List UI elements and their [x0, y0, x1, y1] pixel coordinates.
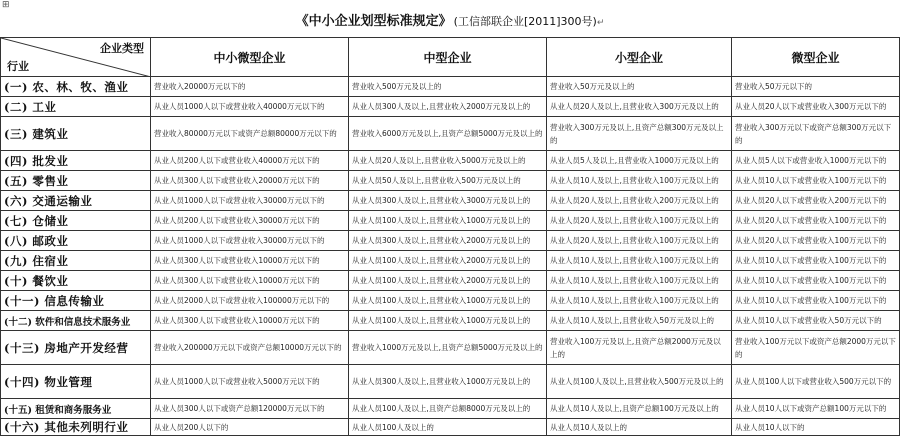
small-criteria-cell: 从业人员10人及以上的 — [547, 419, 732, 436]
paragraph-mark-icon: ↵ — [596, 18, 605, 28]
small-criteria-cell: 从业人员10人及以上,且营业收入50万元及以上的 — [547, 311, 732, 331]
column-header-small: 小型企业 — [547, 38, 732, 77]
medium-criteria-cell: 从业人员100人及以上,且营业收入1000万元及以上的 — [349, 311, 547, 331]
table-anchor-icon[interactable]: ⊞ — [2, 0, 10, 10]
medium-criteria-cell: 从业人员100人及以上,且营业收入1000万元及以上的 — [349, 211, 547, 231]
industry-cell: (六) 交通运输业 — [1, 191, 151, 211]
page-title — [0, 9, 900, 34]
corner-label-industry: 行业 — [7, 60, 29, 73]
title-sub: (工信部联企业[2011]300号) — [453, 15, 597, 28]
column-header-medium: 中型企业 — [349, 38, 547, 77]
sme-criteria-cell: 从业人员1000人以下或营业收入40000万元以下的 — [151, 97, 349, 117]
header-row — [1, 38, 900, 77]
micro-criteria-cell: 从业人员100人以下或营业收入500万元以下的 — [732, 365, 900, 399]
table-row — [1, 271, 900, 291]
table-row — [1, 211, 900, 231]
sme-criteria-cell: 从业人员200人以下或营业收入30000万元以下的 — [151, 211, 349, 231]
sme-criteria-cell: 从业人员200人以下或营业收入40000万元以下的 — [151, 151, 349, 171]
medium-criteria-cell: 从业人员300人及以上,且营业收入2000万元及以上的 — [349, 97, 547, 117]
medium-criteria-cell: 从业人员100人及以上,且营业收入1000万元及以上的 — [349, 291, 547, 311]
micro-criteria-cell: 从业人员5人以下或营业收入1000万元以下的 — [732, 151, 900, 171]
column-header-micro: 微型企业 — [732, 38, 900, 77]
table-row — [1, 231, 900, 251]
medium-criteria-cell: 从业人员100人及以上,且资产总额8000万元及以上的 — [349, 399, 547, 419]
medium-criteria-cell: 从业人员100人及以上的 — [349, 419, 547, 436]
small-criteria-cell: 从业人员10人及以上,且资产总额100万元及以上的 — [547, 399, 732, 419]
micro-criteria-cell: 营业收入300万元以下或资产总额300万元以下的 — [732, 117, 900, 151]
micro-criteria-cell: 从业人员20人以下或营业收入100万元以下的 — [732, 231, 900, 251]
small-criteria-cell: 从业人员20人及以上,且营业收入200万元及以上的 — [547, 191, 732, 211]
small-criteria-cell: 从业人员10人及以上,且营业收入100万元及以上的 — [547, 171, 732, 191]
micro-criteria-cell: 从业人员10人以下或资产总额100万元以下的 — [732, 399, 900, 419]
classification-table — [0, 37, 900, 436]
industry-cell: (十四) 物业管理 — [1, 365, 151, 399]
table-body — [1, 77, 900, 436]
sme-criteria-cell: 从业人员300人以下或营业收入10000万元以下的 — [151, 251, 349, 271]
sme-criteria-cell: 从业人员300人以下或资产总额120000万元以下的 — [151, 399, 349, 419]
table-row — [1, 97, 900, 117]
table-row — [1, 171, 900, 191]
column-header-sme: 中小微型企业 — [151, 38, 349, 77]
micro-criteria-cell: 从业人员10人以下或营业收入100万元以下的 — [732, 251, 900, 271]
small-criteria-cell: 从业人员5人及以上,且营业收入1000万元及以上的 — [547, 151, 732, 171]
small-criteria-cell: 从业人员20人及以上,且营业收入100万元及以上的 — [547, 231, 732, 251]
sme-criteria-cell: 从业人员200人以下的 — [151, 419, 349, 436]
small-criteria-cell: 从业人员10人及以上,且营业收入100万元及以上的 — [547, 251, 732, 271]
table-row — [1, 151, 900, 171]
table-row — [1, 419, 900, 436]
micro-criteria-cell: 从业人员20人以下或营业收入100万元以下的 — [732, 211, 900, 231]
small-criteria-cell: 从业人员10人及以上,且营业收入100万元及以上的 — [547, 271, 732, 291]
industry-cell: (七) 仓储业 — [1, 211, 151, 231]
medium-criteria-cell: 从业人员300人及以上,且营业收入2000万元及以上的 — [349, 231, 547, 251]
corner-label-type: 企业类型 — [100, 42, 144, 55]
table-row — [1, 117, 900, 151]
industry-cell: (十六) 其他未列明行业 — [1, 419, 151, 436]
industry-cell: (二) 工业 — [1, 97, 151, 117]
table-row — [1, 77, 900, 97]
small-criteria-cell: 营业收入100万元及以上,且资产总额2000万元及以上的 — [547, 331, 732, 365]
medium-criteria-cell: 营业收入500万元及以上的 — [349, 77, 547, 97]
small-criteria-cell: 从业人员100人及以上,且营业收入500万元及以上的 — [547, 365, 732, 399]
micro-criteria-cell: 从业人员10人以下的 — [732, 419, 900, 436]
industry-cell: (十五) 租赁和商务服务业 — [1, 399, 151, 419]
table-row — [1, 311, 900, 331]
industry-cell: (十三) 房地产开发经营 — [1, 331, 151, 365]
industry-cell: (九) 住宿业 — [1, 251, 151, 271]
industry-cell: (四) 批发业 — [1, 151, 151, 171]
medium-criteria-cell: 从业人员100人及以上,且营业收入2000万元及以上的 — [349, 251, 547, 271]
medium-criteria-cell: 从业人员300人及以上,且营业收入3000万元及以上的 — [349, 191, 547, 211]
sme-criteria-cell: 营业收入80000万元以下或资产总额80000万元以下的 — [151, 117, 349, 151]
sme-criteria-cell: 从业人员300人以下或营业收入10000万元以下的 — [151, 271, 349, 291]
small-criteria-cell: 从业人员10人及以上,且营业收入100万元及以上的 — [547, 291, 732, 311]
sme-criteria-cell: 从业人员2000人以下或营业收入100000万元以下的 — [151, 291, 349, 311]
sme-criteria-cell: 从业人员1000人以下或营业收入30000万元以下的 — [151, 191, 349, 211]
sme-criteria-cell: 从业人员1000人以下或营业收入5000万元以下的 — [151, 365, 349, 399]
table-row — [1, 251, 900, 271]
medium-criteria-cell: 从业人员100人及以上,且营业收入2000万元及以上的 — [349, 271, 547, 291]
medium-criteria-cell: 营业收入1000万元及以上,且资产总额5000万元及以上的 — [349, 331, 547, 365]
micro-criteria-cell: 从业人员20人以下或营业收入300万元以下的 — [732, 97, 900, 117]
micro-criteria-cell: 从业人员10人以下或营业收入100万元以下的 — [732, 171, 900, 191]
micro-criteria-cell: 从业人员10人以下或营业收入100万元以下的 — [732, 291, 900, 311]
medium-criteria-cell: 从业人员300人及以上,且营业收入1000万元及以上的 — [349, 365, 547, 399]
micro-criteria-cell: 从业人员10人以下或营业收入50万元以下的 — [732, 311, 900, 331]
small-criteria-cell: 从业人员20人及以上,且营业收入300万元及以上的 — [547, 97, 732, 117]
industry-cell: (十一) 信息传输业 — [1, 291, 151, 311]
medium-criteria-cell: 从业人员50人及以上,且营业收入500万元及以上的 — [349, 171, 547, 191]
industry-cell: (十二) 软件和信息技术服务业 — [1, 311, 151, 331]
industry-cell: (八) 邮政业 — [1, 231, 151, 251]
sme-criteria-cell: 从业人员300人以下或营业收入20000万元以下的 — [151, 171, 349, 191]
micro-criteria-cell: 营业收入100万元以下或资产总额2000万元以下的 — [732, 331, 900, 365]
micro-criteria-cell: 从业人员10人以下或营业收入100万元以下的 — [732, 271, 900, 291]
table-row — [1, 365, 900, 399]
sme-criteria-cell: 营业收入20000万元以下的 — [151, 77, 349, 97]
small-criteria-cell: 营业收入300万元及以上,且资产总额300万元及以上的 — [547, 117, 732, 151]
sme-criteria-cell: 从业人员300人以下或营业收入10000万元以下的 — [151, 311, 349, 331]
table-row — [1, 331, 900, 365]
table-row — [1, 191, 900, 211]
industry-cell: (五) 零售业 — [1, 171, 151, 191]
header-corner-cell — [1, 38, 151, 77]
small-criteria-cell: 从业人员20人及以上,且营业收入100万元及以上的 — [547, 211, 732, 231]
micro-criteria-cell: 营业收入50万元以下的 — [732, 77, 900, 97]
sme-criteria-cell: 营业收入200000万元以下或资产总额10000万元以下的 — [151, 331, 349, 365]
table-row — [1, 291, 900, 311]
micro-criteria-cell: 从业人员20人以下或营业收入200万元以下的 — [732, 191, 900, 211]
title-main: 《中小企业划型标准规定》 — [295, 14, 452, 29]
medium-criteria-cell: 从业人员20人及以上,且营业收入5000万元及以上的 — [349, 151, 547, 171]
table-row — [1, 399, 900, 419]
medium-criteria-cell: 营业收入6000万元及以上,且资产总额5000万元及以上的 — [349, 117, 547, 151]
sme-criteria-cell: 从业人员1000人以下或营业收入30000万元以下的 — [151, 231, 349, 251]
industry-cell: (十) 餐饮业 — [1, 271, 151, 291]
small-criteria-cell: 营业收入50万元及以上的 — [547, 77, 732, 97]
industry-cell: (一) 农、林、牧、渔业 — [1, 77, 151, 97]
industry-cell: (三) 建筑业 — [1, 117, 151, 151]
